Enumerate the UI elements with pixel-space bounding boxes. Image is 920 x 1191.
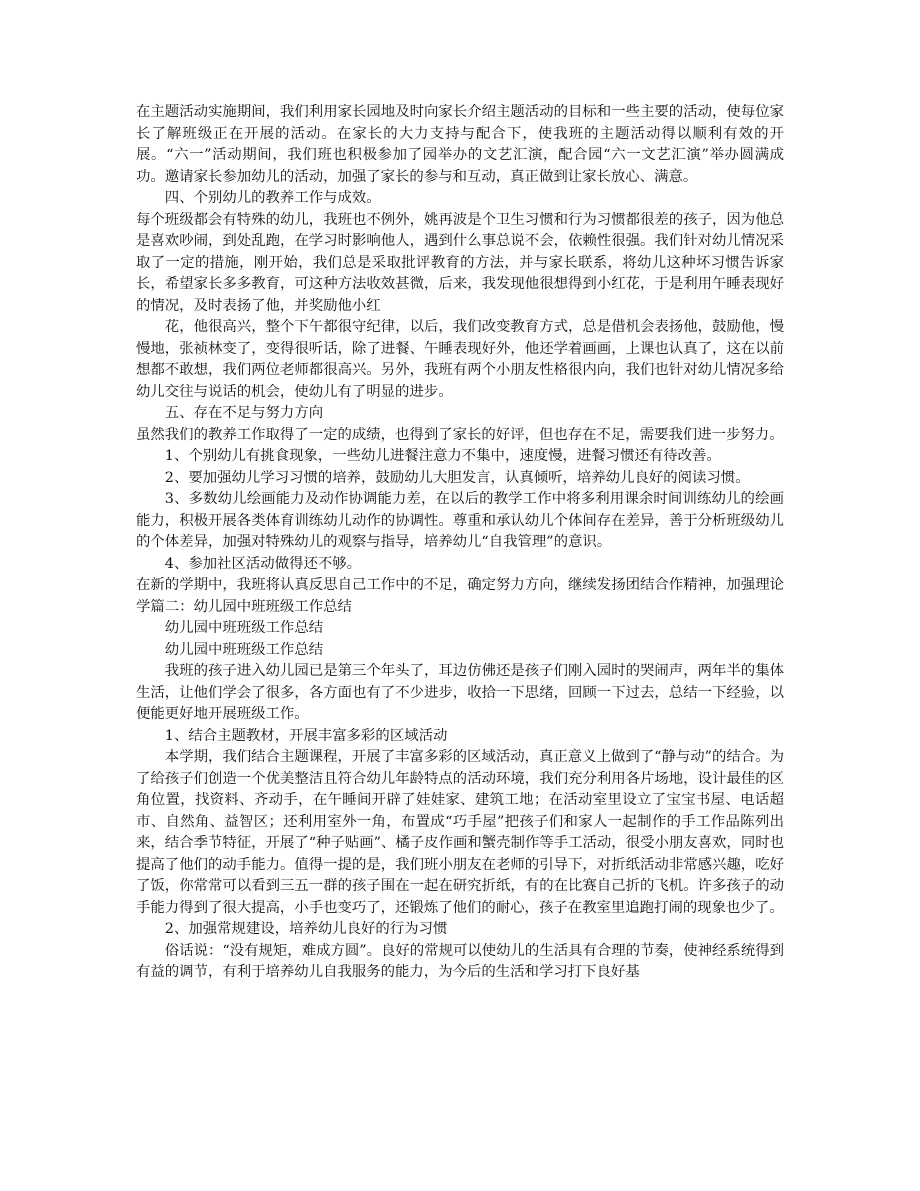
section-heading: 1、结合主题教材，开展丰富多彩的区域活动 <box>164 727 448 744</box>
paragraph: 本学期，我们结合主题课程，开展了丰富多彩的区域活动，真正意义上做到了“静与动”的结合。为了给孩子们创造一个优美整洁且符合幼儿年龄特点的活动环境，我们充分利用各片场地，设计最佳的区角位置，找资料、齐动手，在午睡间开辟了娃娃家、建筑工地；在活动室里设立了宝宝书屋、电话超市、自然角、益智区；还利用室外一角，布置成“巧手屋”把孩子们和家人一起制作的手工作品陈列出来，结合季节特征，开展了“种子贴画”、橘子皮作画和蟹壳制作等手工活动，很受小朋友喜欢，同时也提高了他们的动手能力。值得一提的是，我们班小朋友在老师的引导下，对折纸活动非常感兴趣，吃好了饭，你常常可以看到三五一群的孩子围在一起在研究折纸，有的在比赛自己折的飞机。许多孩子的动手能力得到了很大提高，小手也变巧了，还锻炼了他们的耐心，孩子在教室里追跑打闹的现象也少了。 <box>136 749 784 916</box>
list-item: 4、参加社区活动做得还不够。 <box>164 555 362 572</box>
paragraph: 虽然我们的教养工作取得了一定的成绩，也得到了家长的好评，但也存在不足，需要我们进一步努力。 <box>136 426 784 443</box>
document-title: 幼儿园中班班级工作总结 <box>164 620 324 636</box>
paragraph: 俗话说：“没有规矩，难成方圆”。良好的常规可以使幼儿的生活具有合理的节奏，使神经系统得到有益的调节，有利于培养幼儿自我服务的能力，为今后的生活和学习打下良好基 <box>136 942 784 980</box>
list-item: 2、要加强幼儿学习习惯的培养，鼓励幼儿大胆发言，认真倾听，培养幼儿良好的阅读习惯。 <box>164 469 750 486</box>
paragraph: 在主题活动实施期间，我们利用家长园地及时向家长介绍主题活动的目标和一些主要的活动，使每位家长了解班级正在开展的活动。在家长的大力支持与配合下，使我班的主题活动得以顺利有效的开展。“六一”活动期间，我们班也积极参加了园举办的文艺汇演，配合园“六一文艺汇演”举办圆满成功。邀请家长参加幼儿的活动，加强了家长的参与和互动，真正做到让家长放心、满意。 <box>136 104 784 185</box>
paragraph: 花，他很高兴，整个下午都很守纪律，以后，我们改变教育方式，总是借机会表扬他，鼓励他，慢慢地，张祯林变了，变得很听话，除了进餐、午睡表现好外，他还学着画画，上课也认真了，这在以前想都不敢想，我们两位老师都很高兴。另外，我班有两个小朋友性格很内向，我们也针对幼儿情况多给幼儿交往与说话的机会，使幼儿有了明显的进步。 <box>136 319 784 400</box>
section-heading: 2、加强常规建设，培养幼儿良好的行为习惯 <box>164 921 448 937</box>
paragraph: 在新的学期中，我班将认真反思自己工作中的不足，确定努力方向，继续发扬团结合作精神，加强理论学篇二：幼儿园中班班级工作总结 <box>136 577 784 615</box>
document-body <box>136 102 784 984</box>
paragraph: 每个班级都会有特殊的幼儿，我班也不例外，姚再波是个卫生习惯和行为习惯都很差的孩子，因为他总是喜欢吵闹，到处乱跑，在学习时影响他人，遇到什么事总说不会，依赖性很强。我们针对幼儿情况采取了一定的措施，刚开始，我们总是采取批评教育的方法，并与家长联系，将幼儿这种坏习惯告诉家长，希望家长多多教育，可这种方法收效甚微，后来，我发现他很想得到小红花，于是利用午睡表现好的情况，及时表扬了他，并奖励他小红 <box>136 211 784 314</box>
paragraph: 我班的孩子进入幼儿园已是第三个年头了，耳边仿佛还是孩子们刚入园时的哭闹声，两年半的集体生活，让他们学会了很多，各方面也有了不少进步，收拾一下思绪，回顾一下过去，总结一下经验，以便能更好地开展班级工作。 <box>136 663 784 722</box>
list-item: 1、个别幼儿有挑食现象，一些幼儿进餐注意力不集中，速度慢，进餐习惯还有待改善。 <box>164 448 721 464</box>
section-heading: 四、个别幼儿的教养工作与成效。 <box>164 190 381 206</box>
list-item: 3、多数幼儿绘画能力及动作协调能力差，在以后的教学工作中将多利用课余时间训练幼儿的绘画能力，积极开展各类体育训练幼儿动作的协调性。尊重和承认幼儿个体间存在差异，善于分析班级幼儿的个体差异，加强对特殊幼儿的观察与指导，培养幼儿“自我管理”的意识。 <box>136 491 784 550</box>
document-title: 幼儿园中班班级工作总结 <box>164 641 324 658</box>
section-heading: 五、存在不足与努力方向 <box>164 405 324 421</box>
